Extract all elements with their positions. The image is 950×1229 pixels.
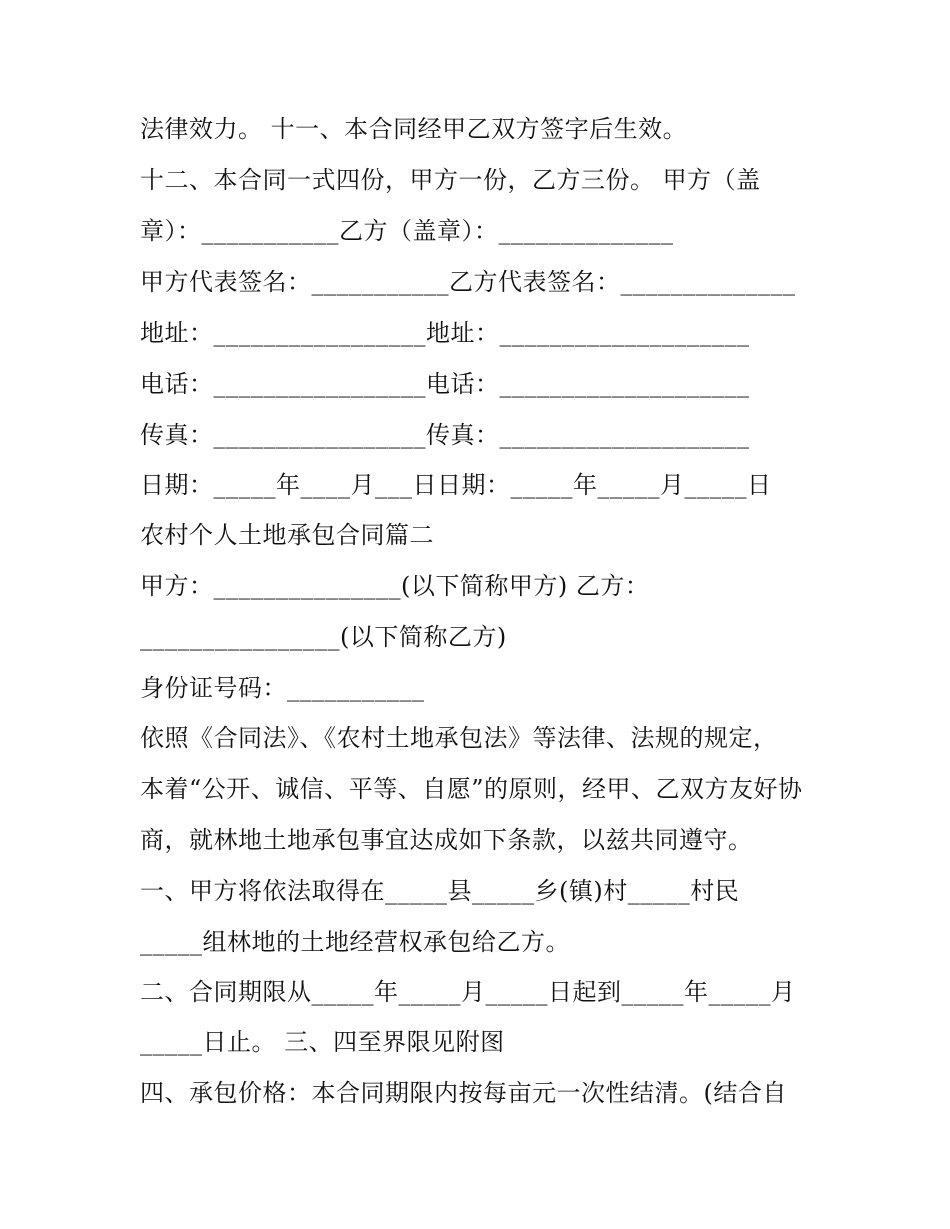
text-line: 日期：_____年____月___日日期：_____年_____月_____日 bbox=[140, 471, 772, 499]
text-line: 传真：_________________传真：____________________ bbox=[140, 421, 750, 449]
text-line: 地址：_________________地址：____________________ bbox=[140, 319, 750, 347]
text-line: 身份证号码：___________ bbox=[140, 674, 425, 702]
text-line: 四、承包价格：本合同期限内按每亩元一次性结清。(结合自 bbox=[140, 1079, 787, 1107]
text-line: 十二、本合同一式四份，甲方一份，乙方三份。 甲方（盖 bbox=[140, 166, 761, 194]
text-line: 甲方代表签名：___________乙方代表签名：______________ bbox=[140, 268, 796, 296]
text-line: 本着“公开、诚信、平等、自愿”的原则，经甲、乙双方友好协 bbox=[140, 775, 803, 803]
text-line: 二、合同期限从_____年_____月_____日起到_____年_____月 bbox=[140, 978, 796, 1006]
text-line: 章）：___________乙方（盖章）：______________ bbox=[140, 217, 674, 245]
text-line: 法律效力。 十一、本合同经甲乙双方签字后生效。 bbox=[140, 115, 688, 143]
text-line: 一、甲方将依法取得在_____县_____乡(镇)村_____村民 bbox=[140, 877, 740, 905]
section-heading: 农村个人土地承包合同篇二 bbox=[140, 521, 434, 549]
text-line: ________________(以下简称乙方) bbox=[140, 623, 507, 651]
text-line: 电话：_________________电话：____________________ bbox=[140, 370, 750, 398]
text-line: _____组林地的土地经营权承包给乙方。 bbox=[140, 928, 570, 956]
text-line: 甲方：_______________(以下简称甲方) 乙方： bbox=[140, 572, 650, 600]
text-line: _____日止。 三、四至界限见附图 bbox=[140, 1028, 505, 1056]
text-line: 商，就林地土地承包事宜达成如下条款，以兹共同遵守。 bbox=[140, 826, 753, 854]
text-line: 依照《合同法》、《农村土地承包法》等法律、法规的规定， bbox=[140, 724, 778, 752]
